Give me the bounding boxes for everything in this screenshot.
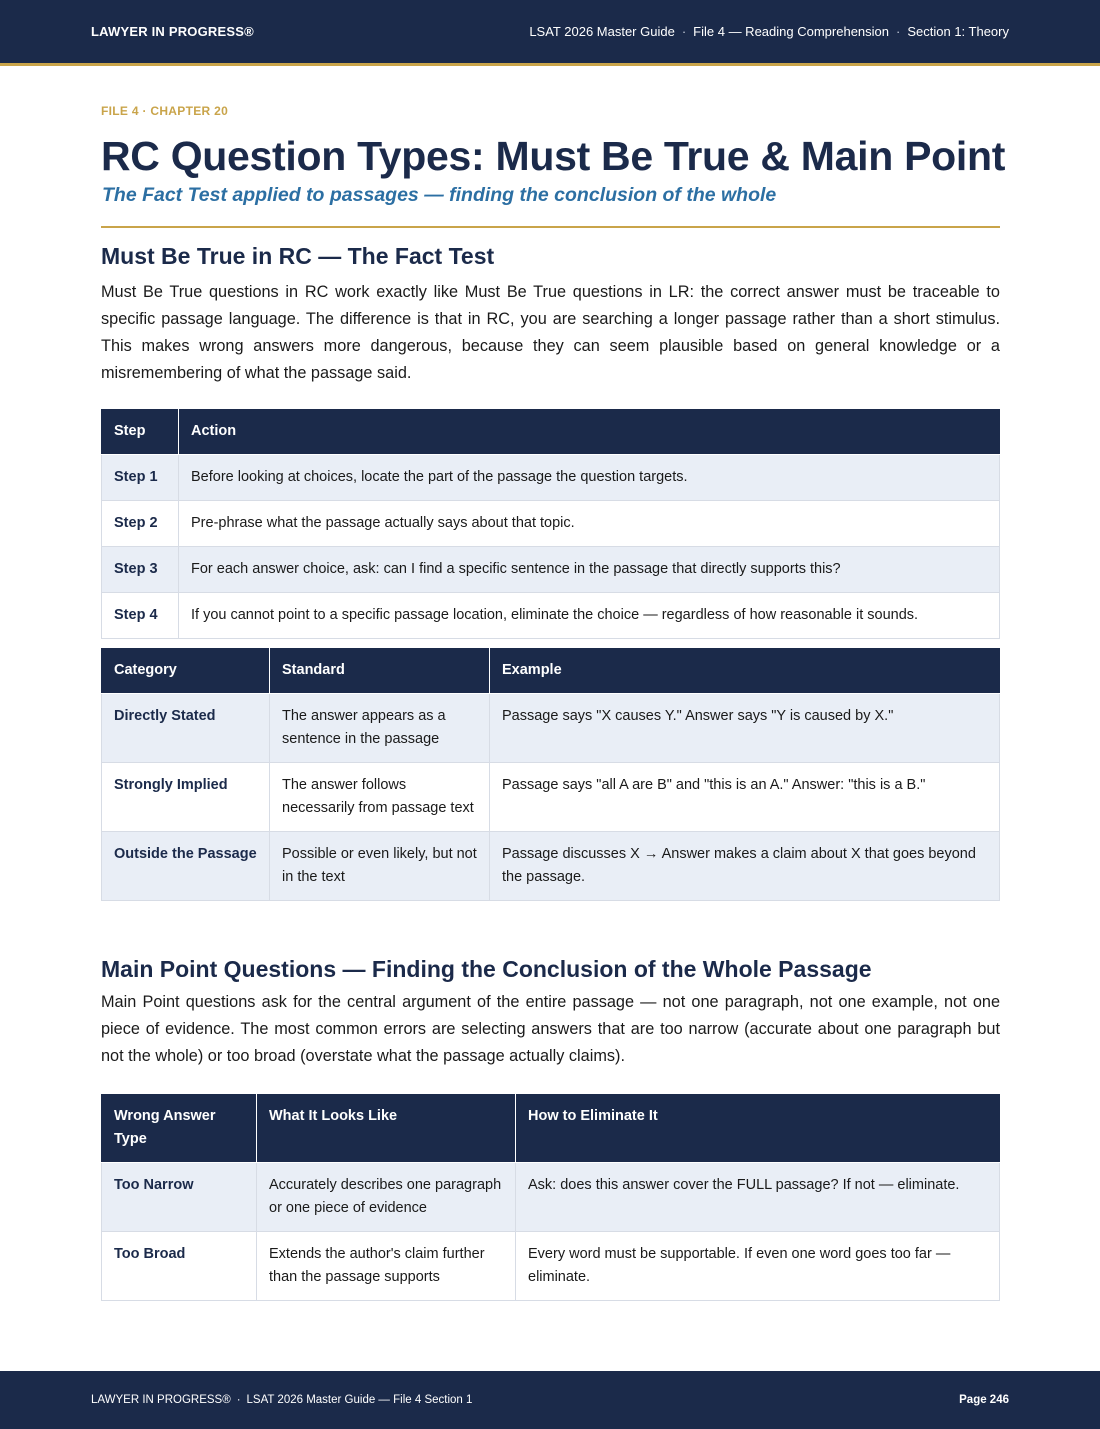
category-example: Passage says "X causes Y." Answer says "Y is caused by X." xyxy=(490,694,1000,763)
page-number: Page 246 xyxy=(959,1394,1009,1406)
category-example: Passage says "all A are B" and "this is an A." Answer: "this is a B." xyxy=(490,763,1000,832)
wrong-answer-description: Accurately describes one paragraph or one piece of evidence xyxy=(257,1163,516,1232)
category-label: Directly Stated xyxy=(102,694,270,763)
table-row xyxy=(102,593,1000,639)
step-label: Step 1 xyxy=(102,455,179,501)
category-table xyxy=(101,648,1000,901)
wrong-answer-elimination: Ask: does this answer cover the FULL passage? If not — eliminate. xyxy=(516,1163,1000,1232)
page-title: RC Question Types: Must Be True & Main Point xyxy=(101,133,1006,179)
wrong-answer-type: Too Narrow xyxy=(102,1163,257,1232)
table-row xyxy=(102,501,1000,547)
table-row xyxy=(102,455,1000,501)
table-header-row xyxy=(102,409,1000,455)
header-file-title: File 4 — Reading Comprehension xyxy=(693,24,889,39)
column-header: Step xyxy=(102,409,179,455)
header-separator: · xyxy=(681,24,687,39)
section-body-main-point: Main Point questions ask for the central argument of the entire passage — not one paragraph, not one example, not one piece of evidence. The most common errors are selecting answers that are too narrow (accurate about one paragraph but not the whole) or too broad (overstate what the passage actually claims). xyxy=(101,993,1000,1065)
column-header: Category xyxy=(102,648,270,694)
header-guide-title: LSAT 2026 Master Guide xyxy=(529,24,675,39)
page-footer xyxy=(0,1371,1100,1429)
step-label: Step 4 xyxy=(102,593,179,639)
section-heading-must-be-true: Must Be True in RC — The Fact Test xyxy=(101,243,495,269)
table-header-row xyxy=(102,648,1000,694)
category-example: Passage discusses X → Answer makes a claim about X that goes beyond the passage. xyxy=(490,832,1000,901)
wrong-answer-description: Extends the author's claim further than the passage supports xyxy=(257,1232,516,1301)
wrong-answer-type: Too Broad xyxy=(102,1232,257,1301)
footer-brand: LAWYER IN PROGRESS® xyxy=(91,1394,231,1406)
category-standard: Possible or even likely, but not in the text xyxy=(270,832,490,901)
table-row xyxy=(102,1232,1000,1301)
table-row xyxy=(102,1163,1000,1232)
wrong-answer-table xyxy=(101,1094,1000,1301)
table-row xyxy=(102,694,1000,763)
header-breadcrumb xyxy=(529,24,1009,39)
category-label: Outside the Passage xyxy=(102,832,270,901)
category-standard: The answer appears as a sentence in the passage xyxy=(270,694,490,763)
steps-table xyxy=(101,409,1000,639)
step-action: Before looking at choices, locate the part of the passage the question targets. xyxy=(179,455,1000,501)
table-row xyxy=(102,763,1000,832)
category-label: Strongly Implied xyxy=(102,763,270,832)
category-standard: The answer follows necessarily from passage text xyxy=(270,763,490,832)
section-body-must-be-true: Must Be True questions in RC work exactly like Must Be True questions in LR: the correct answer must be traceable to specific passage language. The difference is that in RC, you are searching a longer passage rather than a short stimulus. This makes wrong answers more dangerous, because they can seem plausible based on general knowledge or a misremembering of what the passage said. xyxy=(101,283,1000,382)
page-header xyxy=(0,0,1100,66)
wrong-answer-elimination: Every word must be supportable. If even one word goes too far — eliminate. xyxy=(516,1232,1000,1301)
header-section-title: Section 1: Theory xyxy=(907,24,1009,39)
title-divider xyxy=(101,226,1000,228)
section-heading-main-point: Main Point Questions — Finding the Conclusion of the Whole Passage xyxy=(101,956,872,982)
footer-separator: · xyxy=(236,1394,241,1406)
header-separator: · xyxy=(896,24,901,39)
page-subtitle: The Fact Test applied to passages — finding the conclusion of the whole xyxy=(102,184,777,206)
table-row xyxy=(102,547,1000,593)
footer-credit xyxy=(91,1394,472,1406)
step-action: Pre-phrase what the passage actually says about that topic. xyxy=(179,501,1000,547)
step-label: Step 2 xyxy=(102,501,179,547)
column-header: How to Eliminate It xyxy=(516,1094,1000,1163)
chapter-eyebrow: FILE 4 · CHAPTER 20 xyxy=(101,104,229,118)
step-action: For each answer choice, ask: can I find a specific sentence in the passage that directly supports this? xyxy=(179,547,1000,593)
step-action: If you cannot point to a specific passage location, eliminate the choice — regardless of how reasonable it sounds. xyxy=(179,593,1000,639)
column-header: Standard xyxy=(270,648,490,694)
table-header-row xyxy=(102,1094,1000,1163)
header-brand: LAWYER IN PROGRESS® xyxy=(91,24,254,39)
table-row xyxy=(102,832,1000,901)
step-label: Step 3 xyxy=(102,547,179,593)
footer-guide: LSAT 2026 Master Guide — File 4 Section 1 xyxy=(246,1394,473,1406)
column-header: Action xyxy=(179,409,1000,455)
column-header: Wrong Answer Type xyxy=(102,1094,257,1163)
column-header: Example xyxy=(490,648,1000,694)
column-header: What It Looks Like xyxy=(257,1094,516,1163)
